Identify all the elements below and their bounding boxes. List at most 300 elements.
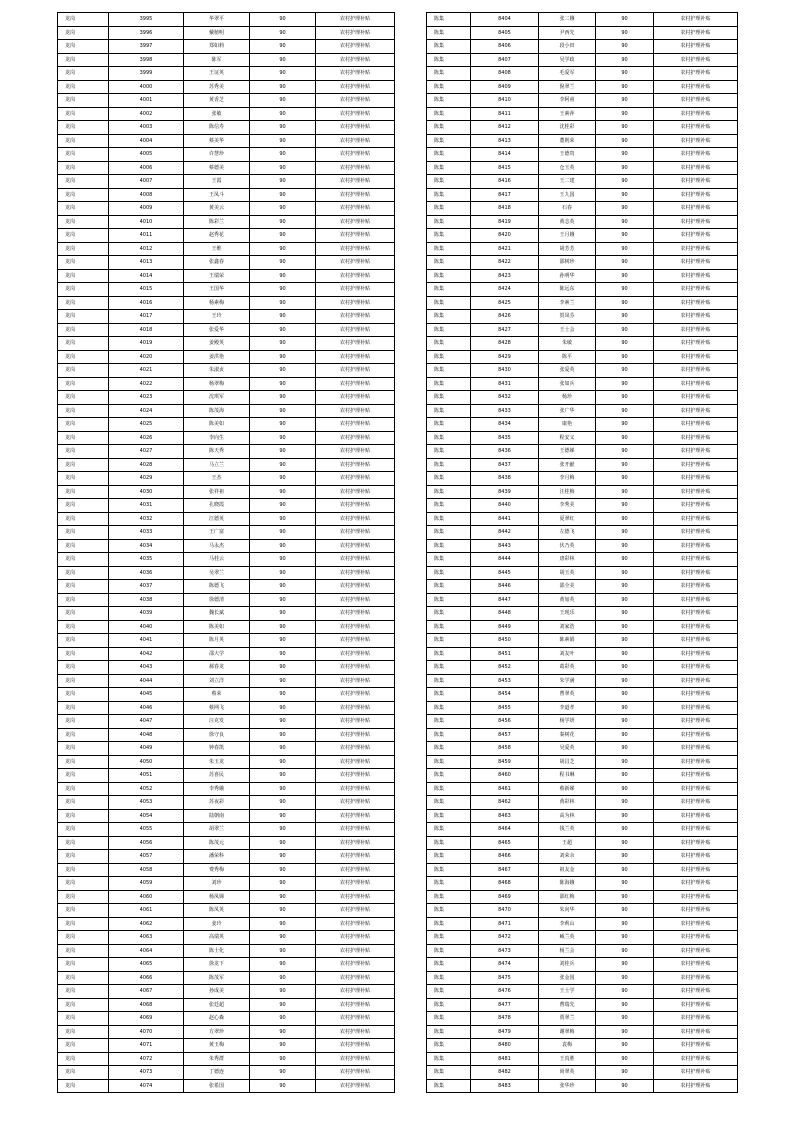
amount-cell: 90	[250, 121, 316, 135]
serial-number-cell: 8412	[471, 121, 539, 135]
serial-number-cell: 4039	[109, 607, 184, 621]
amount-cell: 90	[250, 323, 316, 337]
table-row	[427, 1052, 738, 1066]
name-cell: 郑如莉	[184, 40, 250, 54]
amount-cell: 90	[250, 404, 316, 418]
town-cell: 龙岗	[58, 13, 109, 27]
name-cell: 仓玉英	[539, 161, 596, 175]
serial-number-cell: 4021	[109, 364, 184, 378]
name-cell: 刘立洋	[184, 674, 250, 688]
serial-number-cell: 8416	[471, 175, 539, 189]
serial-number-cell: 8460	[471, 769, 539, 783]
subsidy-type-cell: 农村护理补贴	[654, 350, 738, 364]
subsidy-type-cell: 农村护理补贴	[654, 202, 738, 216]
table-row	[427, 418, 738, 432]
amount-cell: 90	[250, 755, 316, 769]
town-cell: 陈集	[427, 809, 471, 823]
serial-number-cell: 3997	[109, 40, 184, 54]
name-cell: 朱玉龙	[184, 755, 250, 769]
amount-cell: 90	[596, 715, 654, 729]
subsidy-type-cell: 农村护理补贴	[316, 26, 395, 40]
subsidy-type-cell: 农村护理补贴	[316, 94, 395, 108]
subsidy-type-cell: 农村护理补贴	[316, 593, 395, 607]
table-row	[427, 1012, 738, 1026]
amount-cell: 90	[250, 391, 316, 405]
subsidy-type-cell: 农村护理补贴	[316, 67, 395, 81]
town-cell: 龙岗	[58, 755, 109, 769]
name-cell: 王九国	[539, 188, 596, 202]
name-cell: 杨学妍	[539, 715, 596, 729]
amount-cell: 90	[250, 458, 316, 472]
subsidy-type-cell: 农村护理补贴	[316, 40, 395, 54]
town-cell: 陈集	[427, 404, 471, 418]
serial-number-cell: 4033	[109, 526, 184, 540]
table-row	[427, 944, 738, 958]
table-row	[427, 134, 738, 148]
table-row	[427, 904, 738, 918]
table-row	[427, 566, 738, 580]
name-cell: 康艳	[539, 418, 596, 432]
town-cell: 龙岗	[58, 67, 109, 81]
serial-number-cell: 8469	[471, 890, 539, 904]
town-cell: 陈集	[427, 620, 471, 634]
name-cell: 张华珍	[539, 1079, 596, 1093]
subsidy-type-cell: 农村护理补贴	[316, 269, 395, 283]
town-cell: 龙岗	[58, 134, 109, 148]
town-cell: 陈集	[427, 40, 471, 54]
town-cell: 陈集	[427, 796, 471, 810]
serial-number-cell: 4072	[109, 1052, 184, 1066]
subsidy-type-cell: 农村护理补贴	[654, 688, 738, 702]
subsidy-type-cell: 农村护理补贴	[654, 1066, 738, 1080]
table-row	[427, 26, 738, 40]
table-row	[427, 323, 738, 337]
table-row	[58, 445, 395, 459]
name-cell: 王凤斗	[184, 188, 250, 202]
subsidy-type-cell: 农村护理补贴	[316, 283, 395, 297]
table-row	[58, 1039, 395, 1053]
town-cell: 陈集	[427, 458, 471, 472]
amount-cell: 90	[596, 485, 654, 499]
amount-cell: 90	[596, 148, 654, 162]
table-row	[427, 674, 738, 688]
table-row	[427, 553, 738, 567]
town-cell: 龙岗	[58, 985, 109, 999]
town-cell: 陈集	[427, 634, 471, 648]
town-cell: 龙岗	[58, 472, 109, 486]
town-cell: 龙岗	[58, 175, 109, 189]
name-cell: 吴爱英	[539, 742, 596, 756]
serial-number-cell: 8458	[471, 742, 539, 756]
amount-cell: 90	[250, 472, 316, 486]
serial-number-cell: 4001	[109, 94, 184, 108]
name-cell: 蔡德美	[184, 161, 250, 175]
town-cell: 陈集	[427, 647, 471, 661]
name-cell: 张二娥	[539, 13, 596, 27]
name-cell: 张敏	[184, 107, 250, 121]
name-cell: 秦树花	[539, 728, 596, 742]
amount-cell: 90	[596, 809, 654, 823]
serial-number-cell: 4019	[109, 337, 184, 351]
town-cell: 龙岗	[58, 904, 109, 918]
subsidy-type-cell: 农村护理补贴	[316, 877, 395, 891]
serial-number-cell: 4012	[109, 242, 184, 256]
name-cell: 张爱华	[184, 323, 250, 337]
amount-cell: 90	[250, 580, 316, 594]
table-row	[427, 310, 738, 324]
town-cell: 龙岗	[58, 377, 109, 391]
town-cell: 陈集	[427, 53, 471, 67]
subsidy-type-cell: 农村护理补贴	[654, 742, 738, 756]
name-cell: 孔晓霞	[184, 499, 250, 513]
town-cell: 陈集	[427, 512, 471, 526]
subsidy-type-cell: 农村护理补贴	[316, 215, 395, 229]
amount-cell: 90	[596, 742, 654, 756]
amount-cell: 90	[596, 607, 654, 621]
table-row	[427, 539, 738, 553]
table-row	[58, 674, 395, 688]
serial-number-cell: 4017	[109, 310, 184, 324]
name-cell: 杨素梅	[184, 296, 250, 310]
serial-number-cell: 4057	[109, 850, 184, 864]
amount-cell: 90	[250, 256, 316, 270]
town-cell: 龙岗	[58, 688, 109, 702]
table-row	[58, 161, 395, 175]
name-cell: 黄香芝	[184, 94, 250, 108]
subsidy-type-cell: 农村护理补贴	[316, 323, 395, 337]
name-cell: 葛彩英	[539, 661, 596, 675]
subsidy-type-cell: 农村护理补贴	[654, 931, 738, 945]
town-cell: 龙岗	[58, 1079, 109, 1093]
town-cell: 龙岗	[58, 188, 109, 202]
town-cell: 陈集	[427, 823, 471, 837]
name-cell: 李月梅	[539, 472, 596, 486]
town-cell: 龙岗	[58, 499, 109, 513]
town-cell: 陈集	[427, 269, 471, 283]
subsidy-type-cell: 农村护理补贴	[654, 13, 738, 27]
town-cell: 陈集	[427, 539, 471, 553]
serial-number-cell: 4038	[109, 593, 184, 607]
subsidy-type-cell: 农村护理补贴	[654, 620, 738, 634]
subsidy-type-cell: 农村护理补贴	[316, 647, 395, 661]
table-row	[427, 917, 738, 931]
subsidy-type-cell: 农村护理补贴	[654, 836, 738, 850]
subsidy-type-cell: 农村护理补贴	[654, 175, 738, 189]
subsidy-type-cell: 农村护理补贴	[316, 620, 395, 634]
table-row	[58, 404, 395, 418]
table-row	[58, 634, 395, 648]
town-cell: 龙岗	[58, 890, 109, 904]
table-row	[427, 661, 738, 675]
serial-number-cell: 8477	[471, 998, 539, 1012]
subsidy-type-cell: 农村护理补贴	[654, 1079, 738, 1093]
town-cell: 陈集	[427, 1025, 471, 1039]
table-row	[58, 944, 395, 958]
subsidy-type-cell: 农村护理补贴	[654, 445, 738, 459]
amount-cell: 90	[596, 566, 654, 580]
serial-number-cell: 8444	[471, 553, 539, 567]
subsidy-type-cell: 农村护理补贴	[654, 512, 738, 526]
name-cell: 钱兰英	[539, 823, 596, 837]
amount-cell: 90	[250, 26, 316, 40]
town-cell: 陈集	[427, 350, 471, 364]
serial-number-cell: 8404	[471, 13, 539, 27]
table-row	[58, 931, 395, 945]
name-cell: 陈军	[184, 53, 250, 67]
table-row	[427, 769, 738, 783]
subsidy-type-cell: 农村护理补贴	[654, 539, 738, 553]
name-cell: 贺凤芬	[539, 310, 596, 324]
amount-cell: 90	[250, 53, 316, 67]
amount-cell: 90	[250, 890, 316, 904]
table-row	[427, 350, 738, 364]
amount-cell: 90	[596, 377, 654, 391]
subsidy-type-cell: 农村护理补贴	[316, 337, 395, 351]
subsidy-type-cell: 农村护理补贴	[316, 715, 395, 729]
subsidy-type-cell: 农村护理补贴	[316, 904, 395, 918]
subsidy-type-cell: 农村护理补贴	[316, 431, 395, 445]
serial-number-cell: 4059	[109, 877, 184, 891]
town-cell: 龙岗	[58, 620, 109, 634]
name-cell: 李莉山	[539, 917, 596, 931]
table-row	[58, 566, 395, 580]
table-row	[427, 53, 738, 67]
subsidy-type-cell: 农村护理补贴	[654, 526, 738, 540]
serial-number-cell: 4032	[109, 512, 184, 526]
town-cell: 陈集	[427, 769, 471, 783]
subsidy-type-cell: 农村护理补贴	[316, 836, 395, 850]
serial-number-cell: 8415	[471, 161, 539, 175]
serial-number-cell: 8413	[471, 134, 539, 148]
serial-number-cell: 8424	[471, 283, 539, 297]
subsidy-type-cell: 农村护理补贴	[654, 769, 738, 783]
table-row	[58, 472, 395, 486]
amount-cell: 90	[250, 242, 316, 256]
name-cell: 朱淑贞	[184, 364, 250, 378]
subsidy-type-cell: 农村护理补贴	[316, 607, 395, 621]
amount-cell: 90	[596, 553, 654, 567]
serial-number-cell: 4007	[109, 175, 184, 189]
town-cell: 龙岗	[58, 107, 109, 121]
serial-number-cell: 8430	[471, 364, 539, 378]
town-cell: 陈集	[427, 94, 471, 108]
amount-cell: 90	[596, 161, 654, 175]
town-cell: 龙岗	[58, 391, 109, 405]
serial-number-cell: 8439	[471, 485, 539, 499]
amount-cell: 90	[596, 350, 654, 364]
name-cell: 朱秀群	[184, 1052, 250, 1066]
amount-cell: 90	[596, 256, 654, 270]
serial-number-cell: 8466	[471, 850, 539, 864]
name-cell: 刘家浩	[539, 620, 596, 634]
table-row	[427, 404, 738, 418]
serial-number-cell: 8449	[471, 620, 539, 634]
subsidy-type-cell: 农村护理补贴	[654, 715, 738, 729]
subsidy-type-cell: 农村护理补贴	[654, 1039, 738, 1053]
serial-number-cell: 8423	[471, 269, 539, 283]
table-row	[427, 593, 738, 607]
subsidy-type-cell: 农村护理补贴	[316, 809, 395, 823]
name-cell: 陈凤英	[184, 904, 250, 918]
table-row	[427, 391, 738, 405]
town-cell: 龙岗	[58, 256, 109, 270]
amount-cell: 90	[250, 715, 316, 729]
table-row	[427, 755, 738, 769]
table-row	[58, 877, 395, 891]
table-row	[58, 998, 395, 1012]
subsidy-type-cell: 农村护理补贴	[654, 40, 738, 54]
town-cell: 龙岗	[58, 404, 109, 418]
amount-cell: 90	[250, 728, 316, 742]
town-cell: 陈集	[427, 175, 471, 189]
name-cell: 王士学	[539, 985, 596, 999]
name-cell: 胡翠兰	[184, 823, 250, 837]
subsidy-type-cell: 农村护理补贴	[316, 485, 395, 499]
subsidy-type-cell: 农村护理补贴	[654, 431, 738, 445]
serial-number-cell: 8479	[471, 1025, 539, 1039]
amount-cell: 90	[250, 485, 316, 499]
town-cell: 龙岗	[58, 283, 109, 297]
name-cell: 曹瑞先	[539, 998, 596, 1012]
subsidy-type-cell: 农村护理补贴	[654, 53, 738, 67]
subsidy-type-cell: 农村护理补贴	[316, 350, 395, 364]
subsidy-type-cell: 农村护理补贴	[654, 958, 738, 972]
name-cell: 蔡新娣	[539, 782, 596, 796]
subsidy-type-cell: 农村护理补贴	[654, 391, 738, 405]
amount-cell: 90	[250, 742, 316, 756]
table-row	[427, 836, 738, 850]
name-cell: 苏喜民	[184, 769, 250, 783]
amount-cell: 90	[250, 175, 316, 189]
table-row	[427, 445, 738, 459]
amount-cell: 90	[596, 337, 654, 351]
subsidy-type-cell: 农村护理补贴	[316, 688, 395, 702]
name-cell: 张开献	[539, 458, 596, 472]
amount-cell: 90	[596, 53, 654, 67]
name-cell: 苏夜彩	[184, 796, 250, 810]
name-cell: 陈美如	[184, 418, 250, 432]
town-cell: 陈集	[427, 296, 471, 310]
amount-cell: 90	[596, 998, 654, 1012]
town-cell: 龙岗	[58, 1025, 109, 1039]
subsidy-type-cell: 农村护理补贴	[654, 917, 738, 931]
name-cell: 张祥祖	[184, 485, 250, 499]
town-cell: 龙岗	[58, 485, 109, 499]
town-cell: 陈集	[427, 958, 471, 972]
left-subsidy-table	[57, 12, 395, 1093]
town-cell: 龙岗	[58, 877, 109, 891]
subsidy-type-cell: 农村护理补贴	[654, 661, 738, 675]
table-row	[58, 80, 395, 94]
town-cell: 龙岗	[58, 337, 109, 351]
subsidy-type-cell: 农村护理补贴	[316, 161, 395, 175]
town-cell: 陈集	[427, 107, 471, 121]
serial-number-cell: 4028	[109, 458, 184, 472]
table-row	[58, 350, 395, 364]
amount-cell: 90	[250, 863, 316, 877]
name-cell: 戴植明	[184, 26, 250, 40]
serial-number-cell: 8426	[471, 310, 539, 324]
amount-cell: 90	[596, 215, 654, 229]
amount-cell: 90	[250, 688, 316, 702]
serial-number-cell: 4058	[109, 863, 184, 877]
name-cell: 董則荣	[539, 134, 596, 148]
table-row	[427, 728, 738, 742]
serial-number-cell: 8474	[471, 958, 539, 972]
serial-number-cell: 8447	[471, 593, 539, 607]
amount-cell: 90	[250, 877, 316, 891]
town-cell: 龙岗	[58, 728, 109, 742]
table-row	[58, 148, 395, 162]
subsidy-type-cell: 农村护理补贴	[316, 782, 395, 796]
table-row	[58, 512, 395, 526]
name-cell: 陈素娟	[539, 634, 596, 648]
name-cell: 陈海娥	[539, 877, 596, 891]
serial-number-cell: 4003	[109, 121, 184, 135]
subsidy-type-cell: 农村护理补贴	[654, 67, 738, 81]
town-cell: 龙岗	[58, 323, 109, 337]
table-row	[58, 40, 395, 54]
name-cell: 沈桂彩	[539, 121, 596, 135]
amount-cell: 90	[250, 202, 316, 216]
amount-cell: 90	[596, 404, 654, 418]
town-cell: 龙岗	[58, 971, 109, 985]
table-row	[58, 94, 395, 108]
serial-number-cell: 8422	[471, 256, 539, 270]
serial-number-cell: 4056	[109, 836, 184, 850]
amount-cell: 90	[596, 782, 654, 796]
town-cell: 陈集	[427, 215, 471, 229]
serial-number-cell: 8442	[471, 526, 539, 540]
table-row	[58, 310, 395, 324]
subsidy-type-cell: 农村护理补贴	[654, 985, 738, 999]
amount-cell: 90	[250, 769, 316, 783]
amount-cell: 90	[250, 971, 316, 985]
subsidy-type-cell: 农村护理补贴	[654, 377, 738, 391]
subsidy-type-cell: 农村护理补贴	[316, 539, 395, 553]
name-cell: 李道孝	[539, 701, 596, 715]
serial-number-cell: 8468	[471, 877, 539, 891]
table-row	[58, 134, 395, 148]
serial-number-cell: 4005	[109, 148, 184, 162]
subsidy-type-cell: 农村护理补贴	[654, 323, 738, 337]
serial-number-cell: 8417	[471, 188, 539, 202]
subsidy-type-cell: 农村护理补贴	[316, 148, 395, 162]
serial-number-cell: 4009	[109, 202, 184, 216]
table-row	[427, 107, 738, 121]
subsidy-type-cell: 农村护理补贴	[316, 512, 395, 526]
town-cell: 陈集	[427, 310, 471, 324]
serial-number-cell: 8427	[471, 323, 539, 337]
name-cell: 方翠珍	[184, 1025, 250, 1039]
serial-number-cell: 4034	[109, 539, 184, 553]
table-row	[427, 472, 738, 486]
table-row	[427, 701, 738, 715]
amount-cell: 90	[596, 634, 654, 648]
town-cell: 陈集	[427, 688, 471, 702]
town-cell: 陈集	[427, 418, 471, 432]
town-cell: 陈集	[427, 850, 471, 864]
amount-cell: 90	[596, 1039, 654, 1053]
table-row	[427, 634, 738, 648]
name-cell: 黄彩林	[539, 796, 596, 810]
table-row	[58, 971, 395, 985]
subsidy-type-cell: 农村护理补贴	[316, 728, 395, 742]
name-cell: 李秀美	[539, 499, 596, 513]
table-row	[427, 256, 738, 270]
serial-number-cell: 4024	[109, 404, 184, 418]
amount-cell: 90	[596, 944, 654, 958]
